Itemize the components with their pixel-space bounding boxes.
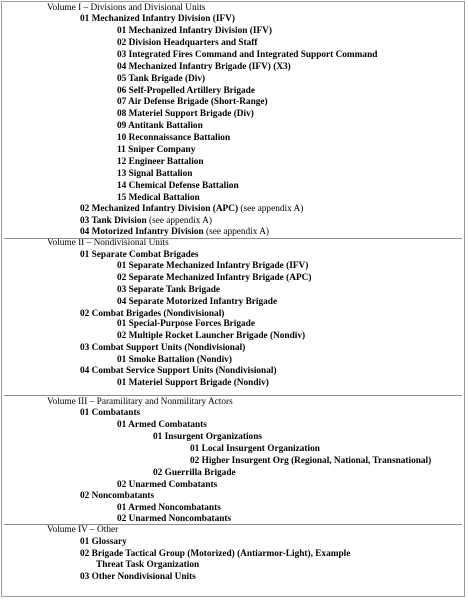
entry-label: 01 Combatants <box>80 408 141 418</box>
toc-entry <box>117 378 269 389</box>
entry-label: 01 Smoke Battalion (Nondiv) <box>117 355 232 365</box>
toc-entry <box>80 408 140 419</box>
entry-label: 09 Antitank Battalion <box>117 121 203 131</box>
section-divider <box>4 238 462 239</box>
toc-entry <box>117 121 203 132</box>
entry-label: Threat Task Organization <box>96 560 200 570</box>
entry-label: 01 Separate Mechanized Infantry Brigade (IFV) <box>117 261 309 271</box>
section-divider <box>4 524 462 525</box>
entry-label: 06 Self-Propelled Artillery Brigade <box>117 86 255 96</box>
toc-entry <box>117 62 291 73</box>
entry-label: 01 Local Insurgent Organization <box>190 444 320 454</box>
toc-entry <box>80 216 212 227</box>
entry-label: 01 Materiel Support Brigade (Nondiv) <box>117 378 269 388</box>
toc-entry <box>153 432 262 443</box>
entry-label: 02 Guerrilla Brigade <box>153 468 236 478</box>
toc-entry <box>80 250 199 261</box>
entry-label: 02 Combat Brigades (Nondivisional) <box>80 309 225 319</box>
entry-label: 02 Higher Insurgent Org (Regional, National, Transnational) <box>190 456 432 466</box>
toc-entry <box>117 26 272 37</box>
entry-label: 02 Brigade Tactical Group (Motorized) (Antiarmor-Light), Example <box>80 549 351 559</box>
volume-heading <box>47 525 118 536</box>
toc-entry <box>80 366 277 377</box>
toc-entry <box>117 285 220 296</box>
entry-label: 03 Separate Tank Brigade <box>117 285 221 295</box>
toc-entry <box>117 480 217 491</box>
toc-entry <box>117 503 221 514</box>
toc-entry <box>190 444 320 455</box>
entry-label: 04 Mechanized Infantry Brigade (IFV) (X3) <box>117 62 291 72</box>
entry-label: 02 Unarmed Combatants <box>117 480 218 490</box>
entry-note: (see appendix A) <box>146 216 212 226</box>
entry-label: 10 Reconnaissance Battalion <box>117 133 231 143</box>
entry-label: 02 Division Headquarters and Staff <box>117 38 258 48</box>
toc-entry <box>80 491 154 502</box>
toc-entry <box>117 261 308 272</box>
entry-label: Volume I – Divisions and Divisional Units <box>47 3 206 13</box>
entry-label: 02 Mechanized Infantry Division (APC) <box>80 204 239 214</box>
entry-label: 01 Mechanized Infantry Division (IFV) <box>117 26 272 36</box>
entry-label: 01 Armed Combatants <box>117 420 207 430</box>
toc-entry <box>117 193 200 204</box>
entry-note: (see appendix A) <box>203 227 270 237</box>
toc-entry <box>117 133 230 144</box>
toc-entry <box>80 537 127 548</box>
entry-label: 03 Integrated Fires Command and Integrated Support Command <box>117 50 378 60</box>
toc-entry <box>117 97 268 108</box>
toc-entry <box>80 227 269 238</box>
entry-label: 02 Unarmed Noncombatants <box>117 514 232 524</box>
entry-label: Volume IV – Other <box>47 525 119 535</box>
entry-label: 01 Special-Purpose Forces Brigade <box>117 319 255 329</box>
toc-entry <box>117 86 255 97</box>
toc-entry <box>153 468 236 479</box>
entry-label: 01 Glossary <box>80 537 127 547</box>
entry-label: 04 Combat Service Support Units (Nondivisional) <box>80 366 277 376</box>
toc-entry <box>117 38 258 49</box>
entry-label: 15 Medical Battalion <box>117 193 200 203</box>
entry-label: 01 Separate Combat Brigades <box>80 250 199 260</box>
entry-label: 02 Separate Mechanized Infantry Brigade (APC) <box>117 273 312 283</box>
toc-entry <box>117 145 195 156</box>
toc-entry <box>96 560 199 571</box>
entry-note: (see appendix A) <box>238 204 304 214</box>
entry-label: 01 Mechanized Infantry Division (IFV) <box>80 14 235 24</box>
entry-label: 02 Multiple Rocket Launcher Brigade (Nondiv) <box>117 331 306 341</box>
entry-label: 03 Combat Support Units (Nondivisional) <box>80 343 246 353</box>
entry-label: 12 Engineer Battalion <box>117 157 204 167</box>
entry-label: 04 Separate Motorized Infantry Brigade <box>117 297 278 307</box>
entry-label: 02 Noncombatants <box>80 491 155 501</box>
toc-entry <box>117 74 205 85</box>
toc-entry <box>117 420 207 431</box>
entry-label: 14 Chemical Defense Battalion <box>117 181 239 191</box>
toc-entry <box>80 572 196 583</box>
entry-label: 13 Signal Battalion <box>117 169 193 179</box>
toc-entry <box>117 319 255 330</box>
entry-label: Volume II – Nondivisional Units <box>47 238 169 248</box>
toc-entry <box>117 181 239 192</box>
toc-entry <box>117 331 305 342</box>
toc-entry <box>80 549 350 560</box>
entry-label: 01 Armed Noncombatants <box>117 503 221 513</box>
entry-label: Volume III – Paramilitary and Nonmilitary Actors <box>47 397 233 407</box>
section-divider <box>4 395 462 396</box>
toc-entry <box>80 204 303 215</box>
entry-label: 07 Air Defense Brigade (Short-Range) <box>117 97 268 107</box>
toc-entry <box>117 355 232 366</box>
toc-entry <box>80 343 245 354</box>
entry-label: 04 Motorized Infantry Division <box>80 227 204 237</box>
entry-label: 11 Sniper Company <box>117 145 196 155</box>
toc-entry <box>117 169 192 180</box>
entry-label: 03 Other Nondivisional Units <box>80 572 196 582</box>
entry-label: 01 Insurgent Organizations <box>153 432 262 442</box>
toc-entry <box>117 273 311 284</box>
volume-heading <box>47 397 233 408</box>
entry-label: 05 Tank Brigade (Div) <box>117 74 206 84</box>
toc-entry <box>190 456 431 467</box>
volume-heading <box>47 3 205 14</box>
volume-heading <box>47 238 169 249</box>
toc-entry <box>117 297 277 308</box>
toc-entry <box>117 50 377 61</box>
toc-entry <box>80 14 235 25</box>
toc-entry <box>117 157 204 168</box>
toc-entry <box>117 109 254 120</box>
entry-label: 08 Materiel Support Brigade (Div) <box>117 109 254 119</box>
entry-label: 03 Tank Division <box>80 216 147 226</box>
